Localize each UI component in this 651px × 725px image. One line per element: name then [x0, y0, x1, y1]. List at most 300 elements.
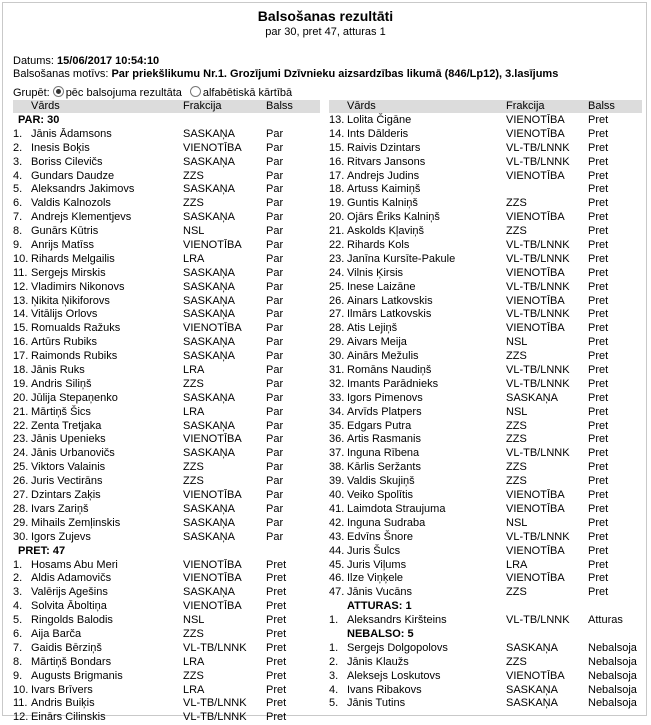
row-number: 40.: [329, 489, 345, 502]
row-number: 14.: [13, 308, 29, 321]
faction: VIENOTĪBA: [183, 572, 242, 585]
vote: Par: [266, 280, 284, 293]
motive-line: [13, 68, 558, 81]
member-name: Vladimirs Nikonovs: [31, 280, 125, 293]
table-row: [329, 406, 642, 420]
faction: VIENOTĪBA: [506, 322, 565, 335]
vote: Par: [266, 350, 284, 363]
vote: Pret: [588, 183, 609, 196]
vote: Pret: [266, 586, 287, 599]
faction: SASKAŅA: [183, 155, 235, 168]
table-row: [329, 531, 642, 545]
row-number: 4.: [13, 169, 23, 182]
member-name: Igors Zujevs: [31, 530, 91, 543]
vote: Par: [266, 225, 284, 238]
faction: SASKAŅA: [183, 294, 235, 307]
table-row: [329, 197, 642, 211]
group-heading-label: NEBALSO: 5: [347, 627, 414, 640]
row-number: 5.: [329, 697, 339, 710]
member-name: Artuss Kaimiņš: [347, 183, 421, 196]
table-row: [329, 156, 642, 170]
row-number: 6.: [13, 197, 23, 210]
member-name: Jānis Klaužs: [347, 655, 409, 668]
table-row: [13, 656, 320, 670]
faction: VL-TB/LNNK: [183, 697, 247, 710]
member-name: Aleksejs Loskutovs: [347, 669, 441, 682]
faction: LRA: [183, 405, 205, 418]
faction: VIENOTĪBA: [506, 489, 565, 502]
row-number: 1.: [329, 641, 339, 654]
table-row: [329, 183, 642, 197]
member-name: Mihails Zemļinskis: [31, 516, 121, 529]
member-name: Vilnis Ķirsis: [347, 266, 404, 279]
vote: Par: [266, 364, 284, 377]
vote: Nebalsoja: [588, 641, 637, 654]
date-value: 15/06/2017 10:54:10: [57, 55, 160, 67]
faction: VL-TB/LNNK: [183, 641, 247, 654]
vote: Pret: [266, 572, 287, 585]
table-row: [13, 142, 320, 156]
vote: Par: [266, 197, 284, 210]
radio-by-result[interactable]: [53, 86, 64, 97]
row-number: 38.: [329, 461, 345, 474]
faction: LRA: [183, 683, 205, 696]
faction: VIENOTĪBA: [506, 294, 565, 307]
member-name: Gundars Daudze: [31, 169, 115, 182]
member-name: Andris Buiķis: [31, 697, 95, 710]
table-row: [329, 322, 642, 336]
faction: VL-TB/LNNK: [183, 711, 247, 724]
vote: Pret: [588, 225, 609, 238]
member-name: Solvita Āboltiņa: [31, 600, 107, 613]
faction: ZZS: [506, 461, 527, 474]
member-name: Gaidis Bērziņš: [31, 641, 102, 654]
vote: Pret: [266, 627, 287, 640]
motive-label: Balsošanas motīvs:: [13, 68, 109, 80]
row-number: 43.: [329, 530, 345, 543]
header-name-left: Vārds: [31, 100, 60, 112]
row-number: 17.: [329, 169, 345, 182]
table-row: [329, 364, 642, 378]
table-row: [329, 559, 642, 573]
faction: VL-TB/LNNK: [506, 252, 570, 265]
table-row: [13, 614, 320, 628]
faction: ZZS: [506, 350, 527, 363]
table-row: [329, 684, 642, 698]
member-name: Askolds Kļaviņš: [347, 225, 425, 238]
faction: NSL: [506, 516, 528, 529]
table-row: [13, 517, 320, 531]
row-number: 20.: [329, 211, 345, 224]
faction: ZZS: [506, 419, 527, 432]
row-number: 13.: [13, 294, 29, 307]
member-name: Aleksandrs Kiršteins: [347, 614, 447, 627]
member-name: Valērijs Agešins: [31, 586, 108, 599]
vote: Pret: [588, 489, 609, 502]
member-name: Guntis Kalniņš: [347, 197, 418, 210]
row-number: 26.: [13, 475, 29, 488]
table-row: [329, 267, 642, 281]
table-row: [329, 211, 642, 225]
group-heading: [13, 545, 320, 559]
row-number: 7.: [13, 641, 23, 654]
vote: Nebalsoja: [588, 669, 637, 682]
vote: Par: [266, 322, 284, 335]
member-name: Inese Laizāne: [347, 280, 416, 293]
row-number: 27.: [13, 489, 29, 502]
member-name: Dzintars Zaķis: [31, 489, 101, 502]
faction: VIENOTĪBA: [506, 572, 565, 585]
vote: Pret: [588, 502, 609, 515]
row-number: 46.: [329, 572, 345, 585]
vote: Pret: [588, 252, 609, 265]
table-row: [329, 656, 642, 670]
row-number: 5.: [13, 614, 23, 627]
table-row: [329, 670, 642, 684]
vote: Pret: [588, 405, 609, 418]
row-number: 1.: [13, 558, 23, 571]
member-name: Romāns Naudiņš: [347, 364, 432, 377]
row-number: 28.: [13, 502, 29, 515]
vote: Pret: [266, 669, 287, 682]
member-name: Inguna Sudraba: [347, 516, 426, 529]
table-row: [329, 170, 642, 184]
vote: Par: [266, 294, 284, 307]
faction: SASKAŅA: [183, 391, 235, 404]
member-name: Igors Pimenovs: [347, 391, 423, 404]
table-row: [13, 586, 320, 600]
row-number: 36.: [329, 433, 345, 446]
vote: Pret: [266, 558, 287, 571]
member-name: Jānis Vucāns: [347, 586, 413, 599]
row-number: 20.: [13, 391, 29, 404]
faction: SASKAŅA: [183, 447, 235, 460]
vote: Pret: [588, 294, 609, 307]
faction: ZZS: [506, 586, 527, 599]
faction: SASKAŅA: [183, 419, 235, 432]
faction: ZZS: [183, 627, 204, 640]
faction: VL-TB/LNNK: [506, 280, 570, 293]
member-name: Gunārs Kūtris: [31, 225, 99, 238]
member-name: Arvīds Platpers: [347, 405, 422, 418]
vote: Par: [266, 419, 284, 432]
row-number: 25.: [329, 280, 345, 293]
vote: Pret: [266, 600, 287, 613]
table-row: [13, 503, 320, 517]
faction: VIENOTĪBA: [183, 433, 242, 446]
member-name: Aleksandrs Jakimovs: [31, 183, 135, 196]
group-heading-label: PRET: 47: [18, 544, 66, 557]
row-number: 3.: [13, 155, 23, 168]
table-row: [329, 253, 642, 267]
vote: Pret: [588, 197, 609, 210]
member-name: Rihards Kols: [347, 239, 410, 252]
faction: VIENOTĪBA: [183, 600, 242, 613]
vote: Pret: [266, 683, 287, 696]
faction: ZZS: [183, 169, 204, 182]
vote: Par: [266, 391, 284, 404]
radio-alphabetical[interactable]: [190, 86, 201, 97]
vote: Pret: [588, 461, 609, 474]
table-row: [13, 600, 320, 614]
member-name: Anrijs Matīss: [31, 239, 94, 252]
row-number: 2.: [13, 141, 23, 154]
member-name: Kārlis Seržants: [347, 461, 421, 474]
header-name-right: Vārds: [347, 100, 376, 112]
member-name: Artis Rasmanis: [347, 433, 421, 446]
group-heading: [329, 600, 642, 614]
vote: Pret: [588, 572, 609, 585]
member-name: Ints Dālderis: [347, 127, 409, 140]
header-faction-left: Frakcija: [183, 100, 222, 112]
vote: Pret: [588, 322, 609, 335]
vote: Pret: [588, 544, 609, 557]
faction: SASKAŅA: [183, 280, 235, 293]
faction: VL-TB/LNNK: [506, 530, 570, 543]
table-row: [329, 447, 642, 461]
faction: LRA: [183, 364, 205, 377]
row-number: 18.: [13, 364, 29, 377]
faction: ZZS: [506, 475, 527, 488]
member-name: Jānis Upenieks: [31, 433, 106, 446]
table-row: [13, 628, 320, 642]
row-number: 39.: [329, 475, 345, 488]
vote: Pret: [588, 419, 609, 432]
table-row: [13, 308, 320, 322]
vote: Pret: [588, 516, 609, 529]
page-title: Balsošanas rezultāti: [257, 8, 394, 24]
member-name: Juris Vectirāns: [31, 475, 103, 488]
member-name: Ritvars Jansons: [347, 155, 426, 168]
table-row: [13, 447, 320, 461]
table-row: [13, 642, 320, 656]
table-row: [329, 378, 642, 392]
group-heading-label: PAR: 30: [18, 114, 60, 126]
table-row: [13, 684, 320, 698]
vote: Pret: [588, 586, 609, 599]
table-row: [329, 433, 642, 447]
member-name: Inesis Boķis: [31, 141, 90, 154]
faction: VIENOTĪBA: [506, 127, 565, 140]
row-number: 1.: [13, 127, 23, 140]
table-row: [13, 475, 320, 489]
table-row: [13, 433, 320, 447]
vote: Pret: [588, 280, 609, 293]
member-name: Jānis Ādamsons: [31, 127, 112, 140]
radio-by-result-label[interactable]: pēc balsojuma rezultāta: [65, 87, 182, 99]
vote: Pret: [588, 447, 609, 460]
vote: Pret: [266, 641, 287, 654]
member-name: Zenta Tretjaka: [31, 419, 102, 432]
vote: Par: [266, 155, 284, 168]
table-row: [13, 392, 320, 406]
radio-alphabetical-label[interactable]: alfabētiskā kārtībā: [202, 87, 293, 99]
faction: SASKAŅA: [506, 697, 558, 710]
row-number: 6.: [13, 627, 23, 640]
member-name: Ivans Ribakovs: [347, 683, 422, 696]
table-row: [13, 461, 320, 475]
faction: SASKAŅA: [183, 516, 235, 529]
member-name: Jānis Tutins: [347, 697, 406, 710]
table-row: [329, 239, 642, 253]
faction: VIENOTĪBA: [506, 502, 565, 515]
member-name: Valdis Skujiņš: [347, 475, 415, 488]
vote: Par: [266, 239, 284, 252]
table-row: [329, 461, 642, 475]
member-name: Lolita Čigāne: [347, 114, 412, 126]
faction: ZZS: [183, 377, 204, 390]
vote: Par: [266, 336, 284, 349]
date-line: [13, 55, 159, 68]
faction: VIENOTĪBA: [506, 669, 565, 682]
row-number: 29.: [329, 336, 345, 349]
faction: ZZS: [183, 197, 204, 210]
faction: VIENOTĪBA: [183, 558, 242, 571]
faction: VIENOTĪBA: [183, 239, 242, 252]
row-number: 31.: [329, 364, 345, 377]
row-number: 16.: [13, 336, 29, 349]
faction: VIENOTĪBA: [183, 141, 242, 154]
table-row: [329, 114, 642, 128]
vote: Par: [266, 377, 284, 390]
member-name: Andris Siliņš: [31, 377, 92, 390]
vote: Pret: [588, 308, 609, 321]
member-name: Jānis Ruks: [31, 364, 85, 377]
row-number: 14.: [329, 127, 345, 140]
vote: Par: [266, 502, 284, 515]
table-row: [13, 183, 320, 197]
member-name: Hosams Abu Meri: [31, 558, 118, 571]
table-row: [329, 572, 642, 586]
faction: VIENOTĪBA: [506, 211, 565, 224]
faction: SASKAŅA: [183, 266, 235, 279]
faction: NSL: [183, 614, 205, 627]
faction: VIENOTĪBA: [506, 266, 565, 279]
row-number: 42.: [329, 516, 345, 529]
faction: SASKAŅA: [183, 530, 235, 543]
faction: NSL: [506, 336, 528, 349]
vote: Pret: [266, 711, 287, 724]
vote: Pret: [588, 169, 609, 182]
row-number: 18.: [329, 183, 345, 196]
table-row: [13, 253, 320, 267]
vote: Par: [266, 516, 284, 529]
table-row: [13, 267, 320, 281]
table-row: [13, 211, 320, 225]
member-name: Andrejs Klementjevs: [31, 211, 132, 224]
vote: Pret: [588, 114, 609, 126]
row-number: 16.: [329, 155, 345, 168]
faction: LRA: [506, 558, 528, 571]
member-name: Boriss Cilevičs: [31, 155, 103, 168]
table-row: [13, 420, 320, 434]
row-number: 4.: [13, 600, 23, 613]
table-row: [329, 642, 642, 656]
table-row: [13, 336, 320, 350]
vote: Pret: [588, 155, 609, 168]
member-name: Ringolds Balodis: [31, 614, 113, 627]
table-row: [13, 711, 320, 725]
row-number: 22.: [329, 239, 345, 252]
row-number: 23.: [329, 252, 345, 265]
vote: Par: [266, 475, 284, 488]
vote: Pret: [588, 336, 609, 349]
faction: VL-TB/LNNK: [506, 308, 570, 321]
table-row: [13, 378, 320, 392]
member-name: Aija Barča: [31, 627, 82, 640]
vote: Pret: [588, 391, 609, 404]
row-number: 13.: [329, 114, 345, 126]
table-row: [13, 128, 320, 142]
vote: Par: [266, 211, 284, 224]
row-number: 34.: [329, 405, 345, 418]
member-name: Jūlija Stepaņenko: [31, 391, 118, 404]
table-row: [13, 197, 320, 211]
page-subtitle: par 30, pret 47, atturas 1: [265, 26, 386, 38]
member-name: Ilze Viņķele: [347, 572, 404, 585]
vote: Par: [266, 489, 284, 502]
member-name: Ņikita Ņikiforovs: [31, 294, 110, 307]
member-name: Ainars Latkovskis: [347, 294, 433, 307]
vote: Pret: [588, 433, 609, 446]
member-name: Ivars Zariņš: [31, 502, 89, 515]
row-number: 15.: [13, 322, 29, 335]
table-row: [13, 156, 320, 170]
row-number: 2.: [329, 655, 339, 668]
table-row: [13, 281, 320, 295]
faction: ZZS: [506, 225, 527, 238]
grouping-controls: [13, 86, 292, 100]
table-row: [13, 697, 320, 711]
vote: Par: [266, 433, 284, 446]
member-name: Augusts Brigmanis: [31, 669, 123, 682]
row-number: 35.: [329, 419, 345, 432]
faction: VL-TB/LNNK: [506, 447, 570, 460]
faction: SASKAŅA: [183, 183, 235, 196]
row-number: 24.: [13, 447, 29, 460]
member-name: Vitālijs Orlovs: [31, 308, 98, 321]
header-vote-left: Balss: [266, 100, 293, 112]
vote: Atturas: [588, 614, 623, 627]
row-number: 30.: [13, 530, 29, 543]
faction: SASKAŅA: [183, 308, 235, 321]
faction: VIENOTĪBA: [183, 322, 242, 335]
row-number: 30.: [329, 350, 345, 363]
member-name: Janīna Kursīte-Pakule: [347, 252, 456, 265]
faction: VIENOTĪBA: [506, 544, 565, 557]
vote: Par: [266, 252, 284, 265]
table-row: [329, 475, 642, 489]
row-number: 22.: [13, 419, 29, 432]
header-faction-right: Frakcija: [506, 100, 545, 112]
member-name: Romualds Ražuks: [31, 322, 121, 335]
vote: Pret: [588, 530, 609, 543]
row-number: 21.: [329, 225, 345, 238]
faction: SASKAŅA: [506, 391, 558, 404]
vote: Par: [266, 141, 284, 154]
member-name: Raivis Dzintars: [347, 141, 421, 154]
vote: Pret: [588, 558, 609, 571]
right-results-column: [329, 114, 642, 711]
group-heading-label: ATTURAS: 1: [347, 600, 412, 613]
table-row: [329, 614, 642, 628]
member-name: Ivars Brīvers: [31, 683, 93, 696]
vote: Par: [266, 266, 284, 279]
row-number: 15.: [329, 141, 345, 154]
faction: VL-TB/LNNK: [506, 364, 570, 377]
row-number: 12.: [13, 711, 29, 724]
row-number: 28.: [329, 322, 345, 335]
